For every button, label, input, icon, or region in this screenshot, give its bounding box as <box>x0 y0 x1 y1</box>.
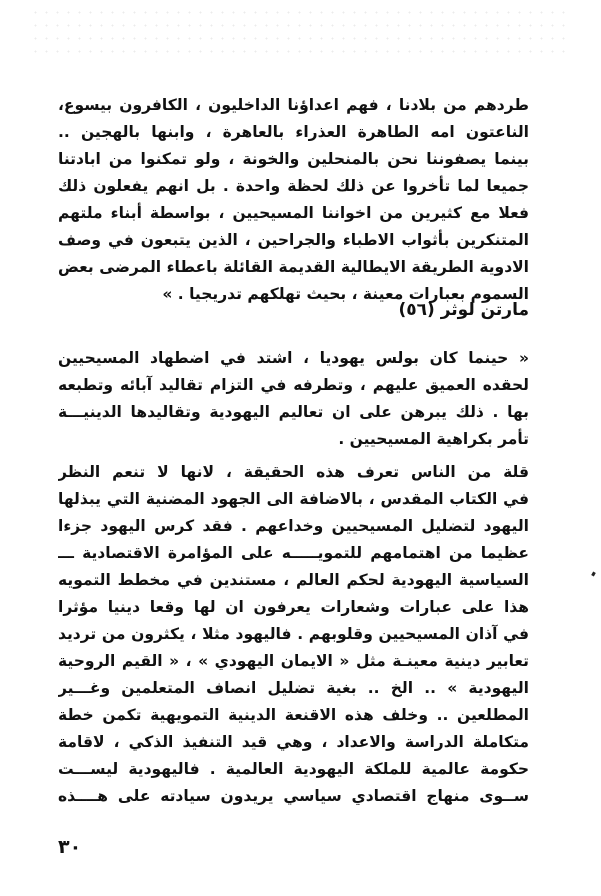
text-line: اليهود لتضليل المسيحيين وخداعهم . فقد كرس اليهود جزءا <box>58 517 529 535</box>
text-line: بينما يصفوننا نحن بالمنحلين والخونة ، ولو تمكنوا من ابادتنا <box>58 150 529 168</box>
paragraph-quote-end <box>58 92 529 308</box>
paragraph-quote-paul <box>58 345 529 453</box>
text-line: عظيما من اهتمامهم للتمويـــــه على المؤامرة الاقتصادية ـــ <box>58 544 529 562</box>
quote-attribution: مارتن لوثر (٥٦) <box>398 300 529 320</box>
paragraph-body <box>58 459 529 810</box>
text-line: الادوية الطريقة الايطالية القديمة القائلة باعطاء المرضى بعض <box>58 258 529 276</box>
page-number: ٣٠ <box>58 836 82 858</box>
text-line: متكاملة الدراسة والاعداد ، وهي قيد التنفيذ الذكي ، لاقامة <box>58 733 529 751</box>
text-line: ســوى منهاج اقتصادي سياسي يريدون سيادته على هــــذه <box>58 787 529 805</box>
text-line: فعلا مع كثيرين من اخواننا المسيحيين ، بواسطة أبناء ملتهم <box>58 204 529 222</box>
text-line: « حينما كان بولس يهوديا ، اشتد في اضطهاد المسيحيين <box>58 349 529 367</box>
text-line: تأمر بكراهية المسيحيين . <box>338 430 529 448</box>
text-line: طردهم من بلادنا ، فهم اعداؤنا الداخليون ، الكافرون بيسوع، <box>58 96 529 114</box>
text-line: المتنكرين بأثواب الاطباء والجراحين ، الذين يتبعون في وصف <box>58 231 529 249</box>
scan-noise <box>30 6 571 56</box>
text-line: لحقده العميق عليهم ، وتطرفه في التزام تقاليد آبائه وتطبعه <box>58 376 529 394</box>
text-line: قلة من الناس تعرف هذه الحقيقة ، لانها لا تنعم النظر <box>58 463 529 481</box>
text-line: اليهودية » .. الخ .. بغية تضليل انصاف المتعلمين وغـــير <box>58 679 529 697</box>
text-line: السياسية اليهودية لحكم العالم ، مستندين في مخطط التمويه <box>58 571 529 589</box>
text-line: في الكتاب المقدس ، بالاضافة الى الجهود المضنية التي يبذلها <box>58 490 529 508</box>
text-line: تعابير دينية معينـة مثل « الايمان اليهودي » ، « القيم الروحية <box>58 652 529 670</box>
text-line: السموم بعبارات معينة ، بحيث تهلكهم تدريجيا . » <box>162 285 529 303</box>
text-line: المطلعين .. وخلف هذه الاقنعة الدينية التمويهية تكمن خطة <box>58 706 529 724</box>
text-line: الناعتون امه الطاهرة العذراء بالعاهرة ، وابنها بالهجين .. <box>58 123 529 141</box>
text-line: في آذان المسيحيين وقلوبهم . فاليهود مثلا ، يكثرون من ترديد <box>58 625 529 643</box>
text-line: حكومة عالمية للملكة اليهودية العالمية . فاليهودية ليســـت <box>58 760 529 778</box>
text-line: هذا على عبارات وشعارات يعرفون ان لها وقعا دينيا مؤثرا <box>58 598 529 616</box>
text-line: جميعا لما تأخروا عن ذلك لحظة واحدة . بل انهم يفعلون ذلك <box>58 177 529 195</box>
scan-speck <box>591 572 596 577</box>
text-line: بها . ذلك يبرهن على ان تعاليم اليهودية وتقاليدها الدينيـــة <box>58 403 529 421</box>
